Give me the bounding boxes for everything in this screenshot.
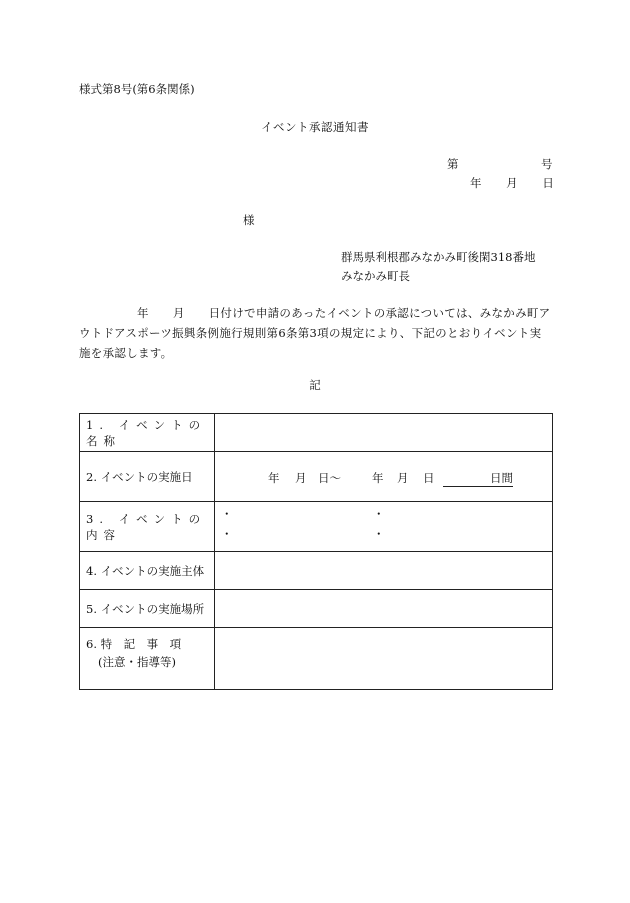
body-text: 日付けで申請のあったイベントの承認については、みなかみ町アウトドアスポーツ振興条例施行規則第6条第3項の規定により、下記のとおりイベント実施を承認します。	[79, 306, 551, 360]
event-date-label: 2. イベントの実施日	[80, 452, 215, 502]
event-organizer-value	[215, 552, 553, 590]
event-content-value	[215, 502, 553, 552]
reference-number-suffix: 号	[541, 157, 553, 171]
event-name-value	[215, 414, 553, 452]
table-row	[80, 590, 553, 628]
table-row	[80, 502, 553, 552]
event-content-label: 3. イベントの内容	[80, 502, 215, 552]
issue-date-month: 月	[506, 176, 518, 190]
issue-date-year: 年	[470, 176, 482, 190]
event-location-value	[215, 590, 553, 628]
start-month: 月	[295, 470, 307, 485]
recipient-honorific: 様	[243, 213, 255, 227]
body-year: 年	[137, 306, 149, 320]
document-title: イベント承認通知書	[261, 120, 369, 134]
end-month: 月	[397, 470, 409, 485]
special-notes-sublabel: (注意・指導等)	[98, 655, 176, 669]
issuer-name: みなかみ町長	[341, 269, 410, 283]
event-detail-table	[79, 413, 553, 690]
bullet: ・	[221, 506, 233, 521]
reference-number-prefix: 第	[447, 157, 459, 171]
bullet: ・	[373, 506, 385, 521]
special-notes-label: 6. 特 記 事 項 (注意・指導等)	[80, 628, 215, 690]
special-notes-value	[215, 628, 553, 690]
table-row	[80, 628, 553, 690]
bullet: ・	[373, 526, 385, 541]
end-day: 日	[423, 470, 435, 485]
content-bullets	[215, 504, 552, 550]
form-number: 様式第8号(第6条関係)	[79, 82, 195, 96]
body-paragraph	[79, 303, 553, 363]
duration-days: 日間	[443, 470, 513, 487]
bullet: ・	[221, 526, 233, 541]
issuer-address: 群馬県利根郡みなかみ町後閑318番地	[341, 250, 536, 264]
issue-date-day: 日	[542, 176, 554, 190]
event-location-label: 5. イベントの実施場所	[80, 590, 215, 628]
table-row	[80, 414, 553, 452]
issue-date	[470, 175, 554, 191]
event-date-value	[215, 452, 553, 502]
event-organizer-label: 4. イベントの実施主体	[80, 552, 215, 590]
body-month: 月	[172, 306, 185, 320]
start-year: 年	[268, 470, 280, 485]
event-name-label: 1. イベントの名称	[80, 414, 215, 452]
table-row	[80, 552, 553, 590]
table-row	[80, 452, 553, 502]
end-year: 年	[372, 470, 384, 485]
ki-heading: 記	[309, 378, 321, 392]
start-day: 日〜	[318, 470, 341, 485]
